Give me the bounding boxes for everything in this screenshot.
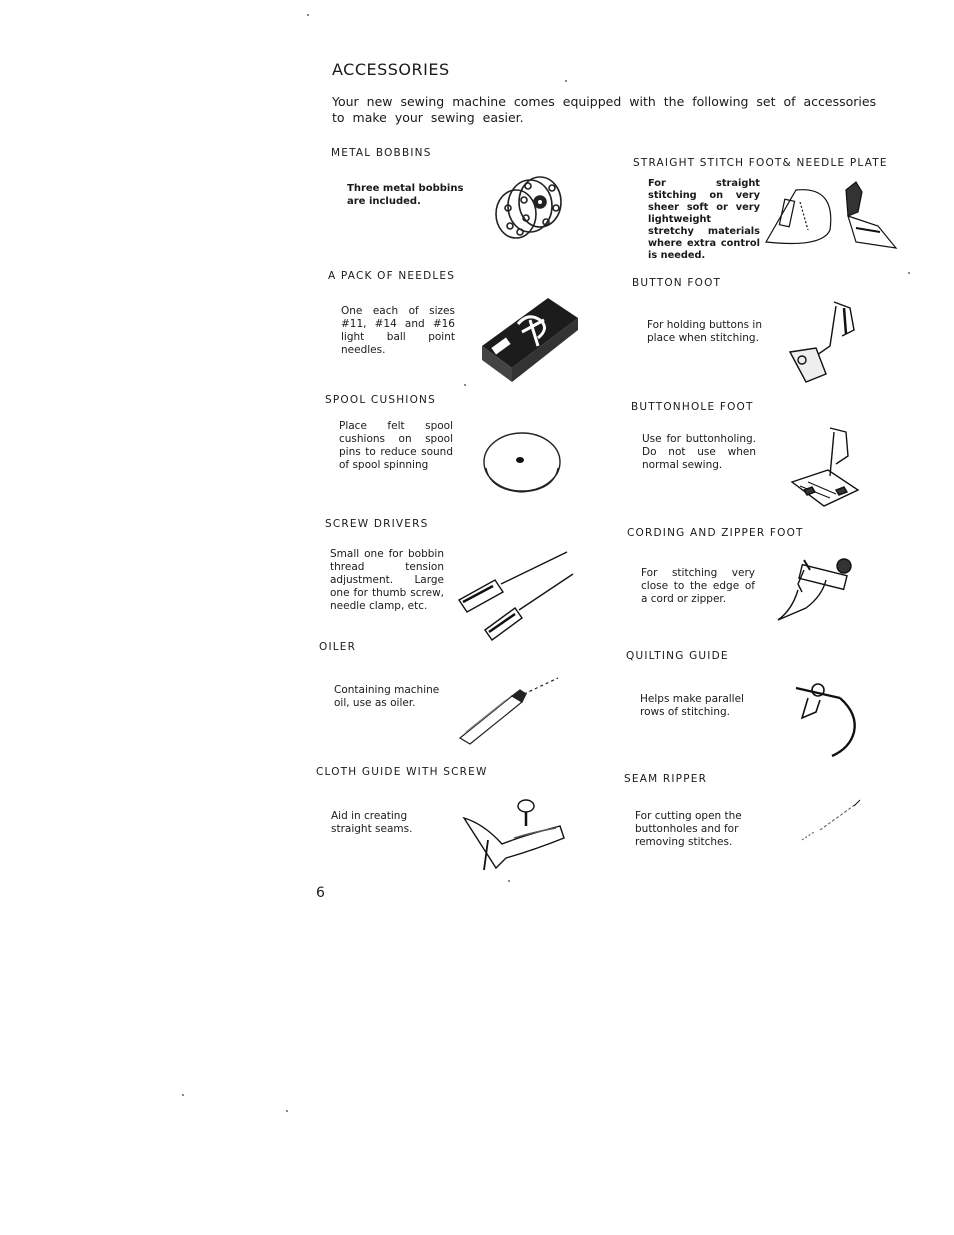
quilting-guide-description: Helps make parallel rows of stitching.	[640, 693, 744, 718]
cording-zipper-foot-description: For stitching very close to the edge of a cord or zipper.	[641, 567, 755, 605]
straight-stitch-description: For straight stitching on very sheer soft or very lightweight stretchy materials where extra control is needed.	[648, 178, 760, 261]
straight-stitch-foot-illustration	[762, 180, 898, 258]
scan-speck	[565, 80, 567, 82]
metal-bobbins-illustration	[488, 168, 568, 248]
screw-drivers-heading: SCREW DRIVERS	[325, 518, 429, 530]
scan-speck	[908, 272, 910, 274]
seam-ripper-description: For cutting open the buttonholes and for removing stitches.	[635, 810, 742, 848]
button-foot-description: For holding buttons in place when stitching.	[647, 319, 762, 344]
intro-paragraph: Your new sewing machine comes equipped with the following set of accessories to make your sewing easier.	[332, 94, 877, 125]
scan-speck	[508, 880, 510, 882]
cloth-guide-description: Aid in creating straight seams.	[331, 810, 413, 835]
oiler-heading: OILER	[319, 641, 357, 653]
spool-cushions-heading: SPOOL CUSHIONS	[325, 394, 436, 406]
screw-drivers-description: Small one for bobbin thread tension adjustment. Large one for thumb screw, needle clamp, etc.	[330, 548, 444, 612]
oiler-illustration	[452, 672, 566, 744]
cloth-guide-heading: CLOTH GUIDE WITH SCREW	[316, 766, 488, 778]
cloth-guide-illustration	[458, 796, 568, 872]
screw-drivers-illustration	[455, 548, 577, 638]
scan-speck	[286, 1110, 288, 1112]
spool-cushion-illustration	[480, 428, 564, 496]
page-title: ACCESSORIES	[332, 60, 450, 79]
button-foot-heading: BUTTON FOOT	[632, 277, 722, 289]
metal-bobbins-heading: METAL BOBBINS	[331, 147, 432, 159]
buttonhole-foot-description: Use for buttonholing. Do not use when normal sewing.	[642, 433, 756, 471]
quilting-guide-heading: QUILTING GUIDE	[626, 650, 729, 662]
quilting-guide-illustration	[788, 676, 862, 756]
scan-speck	[464, 384, 466, 386]
button-foot-illustration	[786, 298, 862, 388]
cording-zipper-foot-illustration	[774, 556, 866, 626]
buttonhole-foot-heading: BUTTONHOLE FOOT	[631, 401, 754, 413]
needle-pack-illustration	[478, 290, 580, 384]
metal-bobbins-description: Three metal bobbins are included.	[347, 183, 464, 207]
straight-stitch-heading: STRAIGHT STITCH FOOT& NEEDLE PLATE	[633, 157, 888, 169]
page-number: 6	[316, 885, 325, 901]
needles-heading: A PACK OF NEEDLES	[328, 270, 456, 282]
scan-speck	[307, 14, 309, 16]
cording-zipper-foot-heading: CORDING AND ZIPPER FOOT	[627, 527, 804, 539]
needles-description: One each of sizes #11, #14 and #16 light ball point needles.	[341, 305, 455, 356]
seam-ripper-illustration	[798, 796, 864, 846]
spool-cushions-description: Place felt spool cushions on spool pins to reduce sound of spool spinning	[339, 420, 453, 471]
scan-speck	[182, 1094, 184, 1096]
seam-ripper-heading: SEAM RIPPER	[624, 773, 708, 785]
oiler-description: Containing machine oil, use as oiler.	[334, 684, 440, 709]
buttonhole-foot-illustration	[786, 424, 864, 512]
